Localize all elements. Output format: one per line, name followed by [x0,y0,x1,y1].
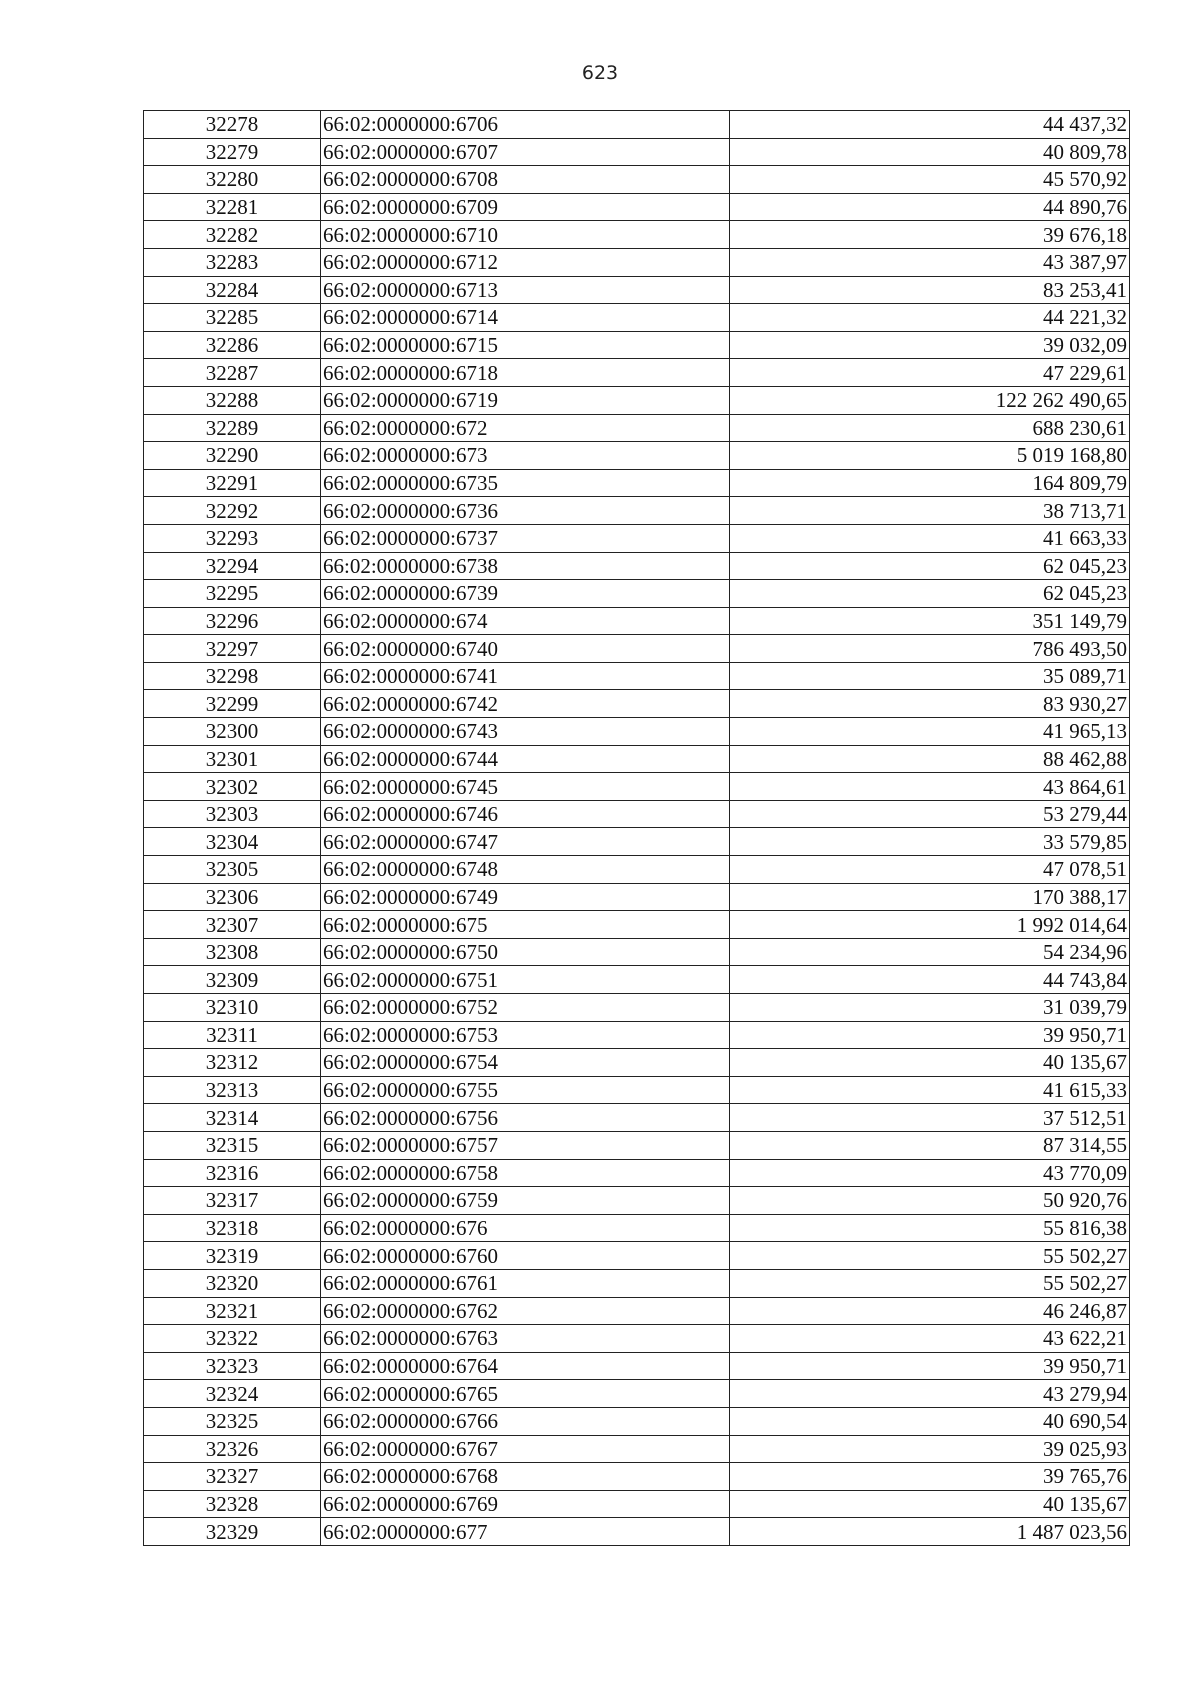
row-number-cell: 32297 [144,635,321,663]
row-number-cell: 32286 [144,331,321,359]
table-row [144,1131,1130,1159]
row-number-cell: 32323 [144,1352,321,1380]
row-number-cell: 32298 [144,662,321,690]
cadastral-value-cell: 39 032,09 [730,331,1130,359]
row-number-cell: 32314 [144,1104,321,1132]
cadastral-value-cell: 43 279,94 [730,1380,1130,1408]
cadastral-value-cell: 122 262 490,65 [730,386,1130,414]
cadastral-value-cell: 87 314,55 [730,1131,1130,1159]
table-row [144,1325,1130,1353]
table-row [144,994,1130,1022]
table-row [144,442,1130,470]
cadastral-number-cell: 66:02:0000000:6740 [321,635,730,663]
table-row [144,1297,1130,1325]
cadastral-number-cell: 66:02:0000000:6738 [321,552,730,580]
cadastral-value-cell: 83 930,27 [730,690,1130,718]
cadastral-number-cell: 66:02:0000000:6752 [321,994,730,1022]
cadastral-value-cell: 33 579,85 [730,828,1130,856]
page-number: 623 [581,62,619,84]
cadastral-value-cell: 41 965,13 [730,718,1130,746]
cadastral-number-cell: 66:02:0000000:675 [321,911,730,939]
cadastral-value-cell: 40 135,67 [730,1049,1130,1077]
row-number-cell: 32295 [144,580,321,608]
table-row [144,1407,1130,1435]
row-number-cell: 32325 [144,1407,321,1435]
row-number-cell: 32324 [144,1380,321,1408]
cadastral-number-cell: 66:02:0000000:6757 [321,1131,730,1159]
row-number-cell: 32309 [144,966,321,994]
cadastral-number-cell: 66:02:0000000:6756 [321,1104,730,1132]
table-row [144,469,1130,497]
cadastral-number-cell: 66:02:0000000:6707 [321,138,730,166]
cadastral-number-cell: 66:02:0000000:6719 [321,386,730,414]
cadastral-number-cell: 66:02:0000000:677 [321,1518,730,1546]
cadastral-number-cell: 66:02:0000000:6763 [321,1325,730,1353]
row-number-cell: 32307 [144,911,321,939]
cadastral-number-cell: 66:02:0000000:6760 [321,1242,730,1270]
cadastral-number-cell: 66:02:0000000:672 [321,414,730,442]
cadastral-number-cell: 66:02:0000000:6761 [321,1269,730,1297]
cadastral-value-table [143,110,1130,1546]
cadastral-value-cell: 83 253,41 [730,276,1130,304]
table-row [144,1049,1130,1077]
row-number-cell: 32317 [144,1187,321,1215]
cadastral-number-cell: 66:02:0000000:6754 [321,1049,730,1077]
table-row [144,911,1130,939]
table-row [144,883,1130,911]
table-row [144,607,1130,635]
cadastral-value-cell: 62 045,23 [730,580,1130,608]
table-row [144,828,1130,856]
table-row [144,745,1130,773]
table-row [144,331,1130,359]
row-number-cell: 32278 [144,111,321,139]
cadastral-number-cell: 66:02:0000000:6749 [321,883,730,911]
cadastral-number-cell: 66:02:0000000:6735 [321,469,730,497]
table-row [144,856,1130,884]
table-row [144,276,1130,304]
row-number-cell: 32326 [144,1435,321,1463]
row-number-cell: 32285 [144,304,321,332]
cadastral-number-cell: 66:02:0000000:6758 [321,1159,730,1187]
table-row [144,111,1130,139]
row-number-cell: 32303 [144,800,321,828]
table-row [144,304,1130,332]
row-number-cell: 32320 [144,1269,321,1297]
table-row [144,773,1130,801]
cadastral-number-cell: 66:02:0000000:6768 [321,1463,730,1491]
cadastral-value-cell: 44 437,32 [730,111,1130,139]
row-number-cell: 32300 [144,718,321,746]
table-row [144,221,1130,249]
table-row [144,718,1130,746]
cadastral-value-cell: 43 864,61 [730,773,1130,801]
cadastral-value-cell: 35 089,71 [730,662,1130,690]
table-row [144,1490,1130,1518]
row-number-cell: 32304 [144,828,321,856]
cadastral-value-cell: 43 622,21 [730,1325,1130,1353]
cadastral-number-cell: 66:02:0000000:6747 [321,828,730,856]
table-row [144,1352,1130,1380]
cadastral-value-cell: 47 078,51 [730,856,1130,884]
row-number-cell: 32321 [144,1297,321,1325]
cadastral-value-cell: 53 279,44 [730,800,1130,828]
cadastral-value-cell: 55 816,38 [730,1214,1130,1242]
cadastral-number-cell: 66:02:0000000:6753 [321,1021,730,1049]
cadastral-value-cell: 55 502,27 [730,1242,1130,1270]
cadastral-number-cell: 66:02:0000000:6759 [321,1187,730,1215]
cadastral-number-cell: 66:02:0000000:6710 [321,221,730,249]
row-number-cell: 32315 [144,1131,321,1159]
table-row [144,1242,1130,1270]
cadastral-value-cell: 40 809,78 [730,138,1130,166]
cadastral-number-cell: 66:02:0000000:6748 [321,856,730,884]
row-number-cell: 32282 [144,221,321,249]
cadastral-number-cell: 66:02:0000000:673 [321,442,730,470]
cadastral-value-cell: 45 570,92 [730,166,1130,194]
cadastral-value-cell: 39 950,71 [730,1352,1130,1380]
cadastral-number-cell: 66:02:0000000:6769 [321,1490,730,1518]
cadastral-number-cell: 66:02:0000000:6751 [321,966,730,994]
table-row [144,138,1130,166]
table-body [144,111,1130,1546]
cadastral-value-cell: 88 462,88 [730,745,1130,773]
cadastral-number-cell: 66:02:0000000:6743 [321,718,730,746]
table-row [144,166,1130,194]
row-number-cell: 32306 [144,883,321,911]
cadastral-number-cell: 66:02:0000000:6709 [321,193,730,221]
row-number-cell: 32289 [144,414,321,442]
cadastral-number-cell: 66:02:0000000:6715 [321,331,730,359]
row-number-cell: 32327 [144,1463,321,1491]
cadastral-value-cell: 41 663,33 [730,524,1130,552]
cadastral-number-cell: 66:02:0000000:6746 [321,800,730,828]
cadastral-value-cell: 38 713,71 [730,497,1130,525]
cadastral-number-cell: 66:02:0000000:6713 [321,276,730,304]
cadastral-value-cell: 351 149,79 [730,607,1130,635]
table-row [144,1380,1130,1408]
cadastral-number-cell: 66:02:0000000:6745 [321,773,730,801]
row-number-cell: 32312 [144,1049,321,1077]
table-row [144,497,1130,525]
row-number-cell: 32316 [144,1159,321,1187]
row-number-cell: 32291 [144,469,321,497]
row-number-cell: 32311 [144,1021,321,1049]
cadastral-value-cell: 46 246,87 [730,1297,1130,1325]
row-number-cell: 32308 [144,938,321,966]
cadastral-value-cell: 50 920,76 [730,1187,1130,1215]
table-row [144,580,1130,608]
cadastral-number-cell: 66:02:0000000:6765 [321,1380,730,1408]
row-number-cell: 32293 [144,524,321,552]
table-row [144,662,1130,690]
table-row [144,359,1130,387]
cadastral-number-cell: 66:02:0000000:6742 [321,690,730,718]
cadastral-number-cell: 66:02:0000000:6739 [321,580,730,608]
cadastral-number-cell: 66:02:0000000:6762 [321,1297,730,1325]
cadastral-number-cell: 66:02:0000000:6736 [321,497,730,525]
row-number-cell: 32299 [144,690,321,718]
cadastral-value-cell: 170 388,17 [730,883,1130,911]
table-row [144,193,1130,221]
cadastral-value-cell: 62 045,23 [730,552,1130,580]
cadastral-value-cell: 1 992 014,64 [730,911,1130,939]
cadastral-value-cell: 31 039,79 [730,994,1130,1022]
row-number-cell: 32284 [144,276,321,304]
row-number-cell: 32280 [144,166,321,194]
cadastral-number-cell: 66:02:0000000:674 [321,607,730,635]
cadastral-number-cell: 66:02:0000000:6741 [321,662,730,690]
cadastral-value-cell: 44 743,84 [730,966,1130,994]
row-number-cell: 32301 [144,745,321,773]
row-number-cell: 32319 [144,1242,321,1270]
cadastral-value-cell: 47 229,61 [730,359,1130,387]
table-row [144,800,1130,828]
cadastral-number-cell: 66:02:0000000:6750 [321,938,730,966]
table-row [144,414,1130,442]
row-number-cell: 32318 [144,1214,321,1242]
cadastral-value-cell: 43 387,97 [730,248,1130,276]
cadastral-number-cell: 66:02:0000000:6767 [321,1435,730,1463]
row-number-cell: 32290 [144,442,321,470]
cadastral-value-cell: 164 809,79 [730,469,1130,497]
table-row [144,1076,1130,1104]
cadastral-number-cell: 66:02:0000000:6706 [321,111,730,139]
cadastral-number-cell: 66:02:0000000:6718 [321,359,730,387]
cadastral-number-cell: 66:02:0000000:6712 [321,248,730,276]
cadastral-value-cell: 1 487 023,56 [730,1518,1130,1546]
cadastral-value-cell: 44 890,76 [730,193,1130,221]
row-number-cell: 32287 [144,359,321,387]
table-row [144,1021,1130,1049]
table-row [144,248,1130,276]
row-number-cell: 32322 [144,1325,321,1353]
table-row [144,690,1130,718]
row-number-cell: 32292 [144,497,321,525]
table-row [144,1269,1130,1297]
cadastral-value-cell: 39 676,18 [730,221,1130,249]
cadastral-value-cell: 39 950,71 [730,1021,1130,1049]
table-row [144,1435,1130,1463]
table-row [144,524,1130,552]
cadastral-number-cell: 66:02:0000000:6755 [321,1076,730,1104]
table-row [144,635,1130,663]
cadastral-number-cell: 66:02:0000000:6737 [321,524,730,552]
table-row [144,1104,1130,1132]
table-row [144,938,1130,966]
cadastral-number-cell: 66:02:0000000:6714 [321,304,730,332]
cadastral-value-cell: 688 230,61 [730,414,1130,442]
row-number-cell: 32328 [144,1490,321,1518]
row-number-cell: 32329 [144,1518,321,1546]
cadastral-value-cell: 43 770,09 [730,1159,1130,1187]
table-row [144,386,1130,414]
cadastral-value-cell: 39 025,93 [730,1435,1130,1463]
cadastral-value-cell: 5 019 168,80 [730,442,1130,470]
row-number-cell: 32283 [144,248,321,276]
row-number-cell: 32281 [144,193,321,221]
table-row [144,552,1130,580]
table-row [144,1159,1130,1187]
table-row [144,1187,1130,1215]
cadastral-number-cell: 66:02:0000000:6764 [321,1352,730,1380]
cadastral-number-cell: 66:02:0000000:6744 [321,745,730,773]
row-number-cell: 32302 [144,773,321,801]
row-number-cell: 32310 [144,994,321,1022]
table-row [144,1463,1130,1491]
row-number-cell: 32296 [144,607,321,635]
table-row [144,966,1130,994]
cadastral-value-cell: 39 765,76 [730,1463,1130,1491]
table-row [144,1214,1130,1242]
cadastral-value-cell: 786 493,50 [730,635,1130,663]
row-number-cell: 32294 [144,552,321,580]
row-number-cell: 32279 [144,138,321,166]
row-number-cell: 32288 [144,386,321,414]
cadastral-value-cell: 40 135,67 [730,1490,1130,1518]
cadastral-value-cell: 41 615,33 [730,1076,1130,1104]
row-number-cell: 32305 [144,856,321,884]
cadastral-value-cell: 44 221,32 [730,304,1130,332]
table-row [144,1518,1130,1546]
cadastral-number-cell: 66:02:0000000:6766 [321,1407,730,1435]
cadastral-value-cell: 40 690,54 [730,1407,1130,1435]
row-number-cell: 32313 [144,1076,321,1104]
cadastral-value-cell: 37 512,51 [730,1104,1130,1132]
cadastral-value-cell: 55 502,27 [730,1269,1130,1297]
cadastral-number-cell: 66:02:0000000:676 [321,1214,730,1242]
cadastral-value-cell: 54 234,96 [730,938,1130,966]
cadastral-number-cell: 66:02:0000000:6708 [321,166,730,194]
